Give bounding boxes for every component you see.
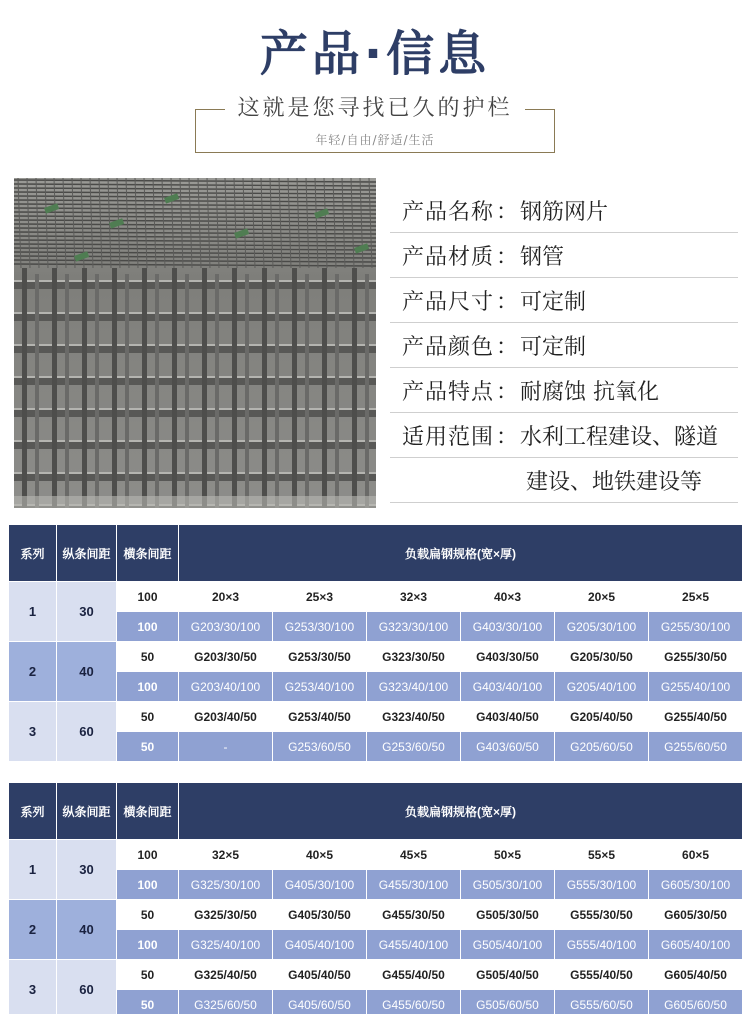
spec-cell: G205/40/100 bbox=[555, 672, 649, 702]
spec-cell: G555/60/50 bbox=[555, 990, 649, 1014]
spec-cell: G505/30/100 bbox=[461, 870, 555, 900]
info-value: 钢筋网片 bbox=[520, 199, 609, 225]
spec-cell: 45×5 bbox=[367, 840, 461, 870]
table-row bbox=[9, 582, 743, 612]
table-row bbox=[9, 960, 743, 990]
info-value: 耐腐蚀 抗氧化 bbox=[520, 379, 660, 405]
spec-cell: 55×5 bbox=[555, 840, 649, 870]
info-colon: ： bbox=[496, 244, 519, 270]
spec-cell: G555/30/50 bbox=[555, 900, 649, 930]
spec-cell: 50×5 bbox=[461, 840, 555, 870]
table-row bbox=[9, 840, 743, 870]
spec-cell: 32×5 bbox=[179, 840, 273, 870]
series-cell: 3 bbox=[9, 702, 57, 762]
spec-cell: 40×3 bbox=[461, 582, 555, 612]
table-row bbox=[9, 930, 743, 960]
pitch-cell: 40 bbox=[57, 900, 117, 960]
spec-cell: 40×5 bbox=[273, 840, 367, 870]
info-label: 产品尺寸 bbox=[402, 289, 495, 315]
series-cell: 1 bbox=[9, 840, 57, 900]
table-row bbox=[9, 870, 743, 900]
cross-pitch-cell: 100 bbox=[117, 870, 179, 900]
spec-cell: G405/30/50 bbox=[273, 900, 367, 930]
spec-cell: G455/40/100 bbox=[367, 930, 461, 960]
cross-pitch-cell: 50 bbox=[117, 960, 179, 990]
info-colon: ： bbox=[496, 289, 519, 315]
spec-cell: G605/40/50 bbox=[649, 960, 743, 990]
spec-cell: 60×5 bbox=[649, 840, 743, 870]
spec-cell: G323/30/50 bbox=[367, 642, 461, 672]
spec-cell: G323/30/100 bbox=[367, 612, 461, 642]
spec-cell: G255/40/50 bbox=[649, 702, 743, 732]
series-cell: 1 bbox=[9, 582, 57, 642]
table-header: 负载扁钢规格(宽×厚) bbox=[179, 783, 743, 840]
info-value: 钢管 bbox=[520, 244, 565, 270]
spec-cell: - bbox=[179, 732, 273, 762]
info-label: 产品颜色 bbox=[402, 334, 495, 360]
spec-cell: G325/30/100 bbox=[179, 870, 273, 900]
spec-cell: G555/40/100 bbox=[555, 930, 649, 960]
page-tagline: 年轻/自由/舒适/生活 bbox=[315, 133, 435, 147]
spec-cell: 32×3 bbox=[367, 582, 461, 612]
spec-cell: G605/40/100 bbox=[649, 930, 743, 960]
cross-pitch-cell: 50 bbox=[117, 990, 179, 1014]
spec-cell: G253/30/100 bbox=[273, 612, 367, 642]
spec-cell: G203/30/50 bbox=[179, 642, 273, 672]
spec-cell: G323/40/100 bbox=[367, 672, 461, 702]
spec-cell: G505/40/100 bbox=[461, 930, 555, 960]
spec-cell: 25×3 bbox=[273, 582, 367, 612]
cross-pitch-cell: 100 bbox=[117, 672, 179, 702]
spec-cell: G205/40/50 bbox=[555, 702, 649, 732]
table-row bbox=[9, 900, 743, 930]
info-colon: ： bbox=[496, 199, 519, 225]
spec-cell: G403/30/50 bbox=[461, 642, 555, 672]
spec-cell: 20×3 bbox=[179, 582, 273, 612]
table-row bbox=[9, 732, 743, 762]
table-row bbox=[9, 672, 743, 702]
spec-cell: G325/60/50 bbox=[179, 990, 273, 1014]
info-colon: ： bbox=[496, 424, 519, 450]
pitch-cell: 30 bbox=[57, 582, 117, 642]
cross-pitch-cell: 100 bbox=[117, 582, 179, 612]
spec-cell: G253/40/50 bbox=[273, 702, 367, 732]
page-subtitle: 这就是您寻找已久的护栏 bbox=[237, 96, 513, 121]
cross-pitch-cell: 50 bbox=[117, 642, 179, 672]
pitch-cell: 30 bbox=[57, 840, 117, 900]
cross-pitch-cell: 100 bbox=[117, 840, 179, 870]
spec-cell: G403/60/50 bbox=[461, 732, 555, 762]
spec-cell: G403/40/50 bbox=[461, 702, 555, 732]
spec-cell: G405/40/50 bbox=[273, 960, 367, 990]
table-header: 纵条间距 bbox=[57, 783, 117, 840]
spec-cell: G605/30/50 bbox=[649, 900, 743, 930]
table-row bbox=[9, 612, 743, 642]
info-row bbox=[390, 188, 738, 233]
cross-pitch-cell: 100 bbox=[117, 930, 179, 960]
info-label: 产品材质 bbox=[402, 244, 495, 270]
spec-cell: G403/30/100 bbox=[461, 612, 555, 642]
table-header: 纵条间距 bbox=[57, 525, 117, 582]
pitch-cell: 60 bbox=[57, 960, 117, 1014]
cross-pitch-cell: 50 bbox=[117, 702, 179, 732]
spec-cell: 20×5 bbox=[555, 582, 649, 612]
series-cell: 3 bbox=[9, 960, 57, 1014]
spec-cell: G203/40/50 bbox=[179, 702, 273, 732]
spec-cell: G255/60/50 bbox=[649, 732, 743, 762]
info-label: 适用范围 bbox=[402, 424, 495, 450]
spec-cell: G455/30/100 bbox=[367, 870, 461, 900]
spec-cell: G405/30/100 bbox=[273, 870, 367, 900]
table-row bbox=[9, 990, 743, 1014]
page-header bbox=[0, 0, 750, 165]
spec-cell: G605/60/50 bbox=[649, 990, 743, 1014]
spec-cell: G325/40/100 bbox=[179, 930, 273, 960]
info-colon: ： bbox=[496, 379, 519, 405]
spec-cell: G255/40/100 bbox=[649, 672, 743, 702]
spec-cell: G403/40/100 bbox=[461, 672, 555, 702]
spec-cell: G555/30/100 bbox=[555, 870, 649, 900]
table-row bbox=[9, 702, 743, 732]
spec-cell: G325/40/50 bbox=[179, 960, 273, 990]
table-header: 横条间距 bbox=[117, 783, 179, 840]
spec-cell: G253/60/50 bbox=[367, 732, 461, 762]
info-value: 可定制 bbox=[520, 334, 587, 360]
spec-cell: G405/40/100 bbox=[273, 930, 367, 960]
spec-cell: G205/30/100 bbox=[555, 612, 649, 642]
spec-cell: G253/40/100 bbox=[273, 672, 367, 702]
pitch-cell: 60 bbox=[57, 702, 117, 762]
spec-cell: G555/40/50 bbox=[555, 960, 649, 990]
info-value: 水利工程建设、隧道 bbox=[520, 424, 719, 450]
info-row bbox=[390, 233, 738, 278]
table-header: 系列 bbox=[9, 783, 57, 840]
info-row-continuation: 建设、地铁建设等 bbox=[390, 458, 738, 503]
spec-cell: G505/40/50 bbox=[461, 960, 555, 990]
info-row bbox=[390, 278, 738, 323]
spec-cell: G325/30/50 bbox=[179, 900, 273, 930]
table-header: 负载扁钢规格(宽×厚) bbox=[179, 525, 743, 582]
spec-cell: G455/60/50 bbox=[367, 990, 461, 1014]
spec-cell: G505/60/50 bbox=[461, 990, 555, 1014]
table-header: 横条间距 bbox=[117, 525, 179, 582]
info-row bbox=[390, 413, 738, 458]
spec-cell: G205/30/50 bbox=[555, 642, 649, 672]
spec-cell: G455/30/50 bbox=[367, 900, 461, 930]
info-label: 产品名称 bbox=[402, 199, 495, 225]
spec-table-1 bbox=[8, 524, 743, 762]
product-info-list bbox=[390, 188, 738, 503]
info-colon: ： bbox=[496, 334, 519, 360]
spec-cell: G605/30/100 bbox=[649, 870, 743, 900]
spec-table-2 bbox=[8, 782, 743, 1014]
pitch-cell: 40 bbox=[57, 642, 117, 702]
product-photo bbox=[14, 178, 376, 508]
spec-cell: G255/30/100 bbox=[649, 612, 743, 642]
info-row bbox=[390, 368, 738, 413]
spec-cell: G203/40/100 bbox=[179, 672, 273, 702]
table-header: 系列 bbox=[9, 525, 57, 582]
cross-pitch-cell: 50 bbox=[117, 900, 179, 930]
cross-pitch-cell: 100 bbox=[117, 612, 179, 642]
spec-cell: G253/60/50 bbox=[273, 732, 367, 762]
series-cell: 2 bbox=[9, 642, 57, 702]
spec-cell: G323/40/50 bbox=[367, 702, 461, 732]
spec-cell: G253/30/50 bbox=[273, 642, 367, 672]
spec-cell: G255/30/50 bbox=[649, 642, 743, 672]
table-row bbox=[9, 642, 743, 672]
spec-cell: G205/60/50 bbox=[555, 732, 649, 762]
spec-cell: G505/30/50 bbox=[461, 900, 555, 930]
info-label: 产品特点 bbox=[402, 379, 495, 405]
spec-cell: G203/30/100 bbox=[179, 612, 273, 642]
info-row bbox=[390, 323, 738, 368]
info-value: 可定制 bbox=[520, 289, 587, 315]
spec-cell: 25×5 bbox=[649, 582, 743, 612]
steel-mesh-photo-icon bbox=[14, 178, 376, 508]
spec-cell: G455/40/50 bbox=[367, 960, 461, 990]
spec-cell: G405/60/50 bbox=[273, 990, 367, 1014]
cross-pitch-cell: 50 bbox=[117, 732, 179, 762]
series-cell: 2 bbox=[9, 900, 57, 960]
page-title: 产品·信息 bbox=[259, 26, 491, 82]
